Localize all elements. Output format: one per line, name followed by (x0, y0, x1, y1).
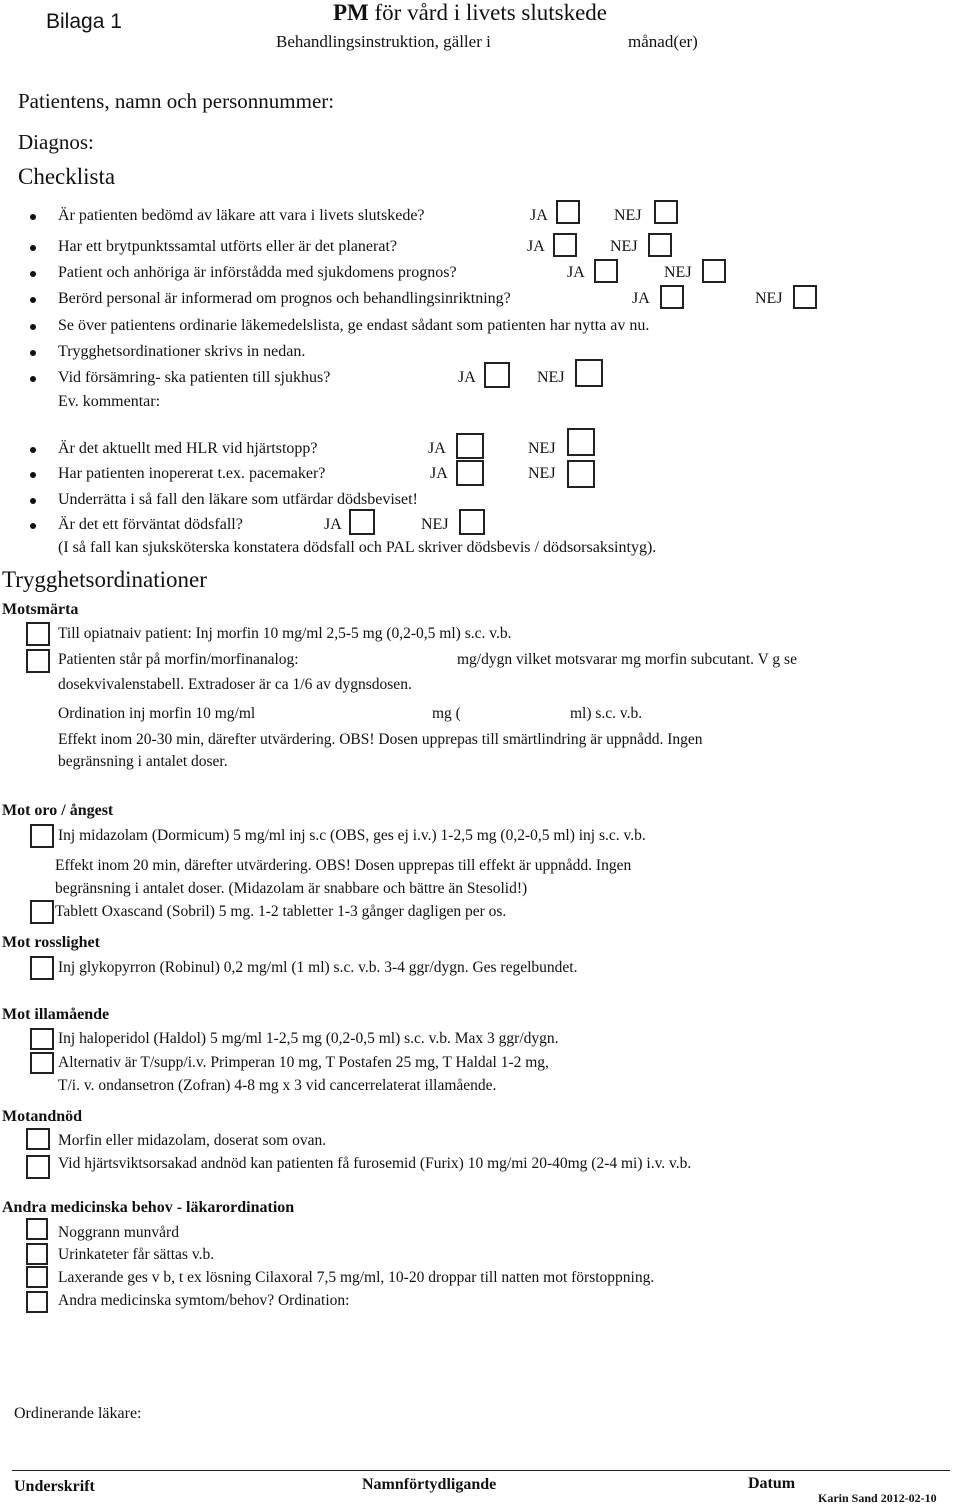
checklist-item: Är patienten bedömd av läkare att vara i livets slutskede? (58, 207, 425, 224)
no-label: NEJ (664, 264, 692, 281)
signature-line (12, 1470, 950, 1471)
pain-ordination-prefix: Ordination inj morfin 10 mg/ml (58, 705, 256, 722)
comment-label: Ev. kommentar: (58, 393, 161, 410)
checklist-item: Se över patientens ordinarie läkemedelslista, ge endast sådant som patienten har nytta av nu. (58, 317, 650, 334)
other-item-checkbox[interactable] (26, 1266, 48, 1288)
pain-opt1: Till opiatnaiv patient: Inj morfin 10 mg/ml 2,5-5 mg (0,2-0,5 ml) s.c. v.b. (58, 625, 512, 642)
yes-checkbox[interactable] (456, 433, 484, 459)
other-item-checkbox[interactable] (26, 1291, 48, 1313)
dyspnea-opt2-checkbox[interactable] (26, 1155, 50, 1179)
anxiety-opt1: Inj midazolam (Dormicum) 5 mg/ml inj s.c (OBS, ges ej i.v.) 1-2,5 mg (0,2-0,5 ml) inj s.c. v.b. (58, 827, 646, 844)
no-label: NEJ (614, 207, 642, 224)
yes-checkbox[interactable] (594, 259, 618, 283)
dyspnea-opt2: Vid hjärtsviktsorsakad andnöd kan patienten få furosemid (Furix) 10 mg/mi 20-40mg (2-4 mi) i.v. v.b. (58, 1155, 692, 1172)
other-item: Urinkateter får sättas v.b. (58, 1246, 215, 1263)
yes-label: JA (324, 516, 342, 533)
other-item-checkbox[interactable] (26, 1218, 48, 1240)
yes-label: JA (567, 264, 585, 281)
no-label: NEJ (537, 369, 565, 386)
diagnosis-label: Diagnos: (18, 130, 94, 154)
checklist-item: Är det ett förväntat dödsfall? (58, 516, 243, 533)
yes-checkbox[interactable] (349, 509, 375, 535)
no-label: NEJ (755, 290, 783, 307)
checklist-item: Berörd personal är informerad om prognos och behandlingsinriktning? (58, 290, 511, 307)
checklist-item: Har patienten inopererat t.ex. pacemaker? (58, 465, 326, 482)
yes-checkbox[interactable] (553, 233, 577, 257)
checklist-item: Underrätta i så fall den läkare som utfärdar dödsbeviset! (58, 491, 418, 508)
author-credit: Karin Sand 2012-02-10 (818, 1491, 937, 1505)
checklist-heading: Checklista (18, 164, 116, 189)
other-item: Andra medicinska symtom/behov? Ordination: (58, 1292, 350, 1309)
no-checkbox[interactable] (702, 259, 726, 283)
rattle-heading: Mot rosslighet (2, 934, 100, 951)
bullet (30, 350, 36, 356)
pain-opt2-line1: Patienten står på morfin/morfinanalog: (58, 651, 299, 668)
no-checkbox[interactable] (575, 359, 603, 387)
signature-label: Underskrift (14, 1478, 95, 1495)
nausea-heading: Mot illamående (2, 1006, 110, 1023)
nausea-opt1: Inj haloperidol (Haldol) 5 mg/ml 1-2,5 mg (0,2-0,5 ml) s.c. v.b. Max 3 ggr/dygn. (58, 1030, 559, 1047)
subtitle-suffix: månad(er) (628, 32, 698, 51)
pain-opt2-checkbox[interactable] (26, 649, 50, 673)
yes-label: JA (527, 238, 545, 255)
yes-label: JA (428, 440, 446, 457)
yes-label: JA (430, 465, 448, 482)
dyspnea-opt1: Morfin eller midazolam, doserat som ovan. (58, 1132, 327, 1149)
other-item: Laxerande ges v b, t ex lösning Cilaxoral 7,5 mg/ml, 10-20 droppar till natten mot förstoppning. (58, 1269, 655, 1286)
bullet (30, 214, 36, 220)
pain-opt1-checkbox[interactable] (26, 622, 50, 646)
checklist-item: Har ett brytpunktssamtal utförts eller är det planerat? (58, 238, 397, 255)
no-label: NEJ (528, 465, 556, 482)
appendix-label: Bilaga 1 (46, 10, 122, 33)
other-item-checkbox[interactable] (26, 1243, 48, 1265)
pain-effect-line2: begränsning i antalet doser. (58, 753, 228, 770)
ordering-doctor-label: Ordinerande läkare: (14, 1405, 142, 1422)
rattle-opt1: Inj glykopyrron (Robinul) 0,2 mg/ml (1 ml) s.c. v.b. 3-4 ggr/dygn. Ges regelbundet. (58, 959, 578, 976)
bullet (30, 523, 36, 529)
pain-effect-line1: Effekt inom 20-30 min, därefter utvärdering. OBS! Dosen upprepas till smärtlindring är uppnådd. Ingen (58, 731, 703, 748)
checklist-item: Patient och anhöriga är införstådda med sjukdomens prognos? (58, 264, 457, 281)
patient-name-label: Patientens, namn och personnummer: (18, 89, 335, 113)
name-clarification-label: Namnförtydligande (362, 1476, 497, 1493)
checklist-item: Vid försämring- ska patienten till sjukhus? (58, 369, 331, 386)
bullet (30, 324, 36, 330)
bullet (30, 447, 36, 453)
dyspnea-opt1-checkbox[interactable] (26, 1128, 50, 1150)
pain-heading: Motsmärta (2, 601, 79, 618)
title-bold: PM (333, 0, 369, 25)
anxiety-effect-line1: Effekt inom 20 min, därefter utvärdering. OBS! Dosen upprepas till effekt är uppnådd. Ingen (55, 857, 632, 874)
rattle-opt1-checkbox[interactable] (30, 956, 54, 980)
title-rest: för vård i livets slutskede (374, 0, 608, 25)
nausea-opt2-line2: T/i. v. ondansetron (Zofran) 4-8 mg x 3 vid cancerrelaterat illamående. (58, 1077, 497, 1094)
anxiety-opt1-checkbox[interactable] (30, 824, 54, 848)
no-label: NEJ (421, 516, 449, 533)
no-checkbox[interactable] (459, 509, 485, 535)
anxiety-opt2: Tablett Oxascand (Sobril) 5 mg. 1-2 tabletter 1-3 gånger dagligen per os. (55, 903, 507, 920)
bullet (30, 472, 36, 478)
bullet (30, 245, 36, 251)
checklist-item: Trygghetsordinationer skrivs in nedan. (58, 343, 306, 360)
pain-ordination-suffix: ml) s.c. v.b. (570, 705, 643, 722)
no-checkbox[interactable] (567, 428, 595, 456)
subtitle-prefix: Behandlingsinstruktion, gäller i (276, 32, 491, 51)
nausea-opt1-checkbox[interactable] (30, 1028, 54, 1050)
no-checkbox[interactable] (793, 285, 817, 309)
no-label: NEJ (528, 440, 556, 457)
other-item: Noggrann munvård (58, 1224, 179, 1241)
nausea-opt2-checkbox[interactable] (30, 1052, 54, 1074)
bullet (30, 498, 36, 504)
yes-checkbox[interactable] (556, 200, 580, 224)
yes-checkbox[interactable] (660, 285, 684, 309)
no-checkbox[interactable] (567, 460, 595, 488)
no-checkbox[interactable] (648, 233, 672, 257)
pain-ordination-mid: mg ( (432, 705, 461, 722)
yes-label: JA (458, 369, 476, 386)
yes-label: JA (632, 290, 650, 307)
no-label: NEJ (610, 238, 638, 255)
yes-label: JA (530, 207, 548, 224)
anxiety-effect-line2: begränsning i antalet doser. (Midazolam är snabbare och bättre än Stesolid!) (55, 880, 528, 897)
no-checkbox[interactable] (654, 200, 678, 224)
bullet (30, 297, 36, 303)
date-label: Datum (748, 1475, 796, 1492)
page-title (333, 0, 607, 26)
bullet (30, 376, 36, 382)
other-heading: Andra medicinska behov - läkarordination (2, 1199, 295, 1216)
pain-opt2-line1b: mg/dygn vilket motsvarar mg morfin subcutant. V g se (457, 651, 797, 668)
bullet (30, 271, 36, 277)
yes-checkbox[interactable] (484, 362, 510, 388)
nausea-opt2-line1: Alternativ är T/supp/i.v. Primperan 10 mg, T Postafen 25 mg, T Haldal 1-2 mg, (58, 1054, 549, 1071)
anxiety-heading: Mot oro / ångest (2, 802, 114, 819)
yes-checkbox[interactable] (456, 460, 484, 486)
anxiety-opt2-checkbox[interactable] (30, 900, 54, 924)
safety-heading: Trygghetsordinationer (2, 567, 207, 592)
pain-opt2-line2: dosekvivalenstabell. Extradoser är ca 1/6 av dygnsdosen. (58, 676, 412, 693)
death-note: (I så fall kan sjuksköterska konstatera dödsfall och PAL skriver dödsbevis / dödsorsaksintyg). (58, 539, 657, 556)
dyspnea-heading: Motandnöd (2, 1108, 83, 1125)
checklist-item: Är det aktuellt med HLR vid hjärtstopp? (58, 440, 318, 457)
